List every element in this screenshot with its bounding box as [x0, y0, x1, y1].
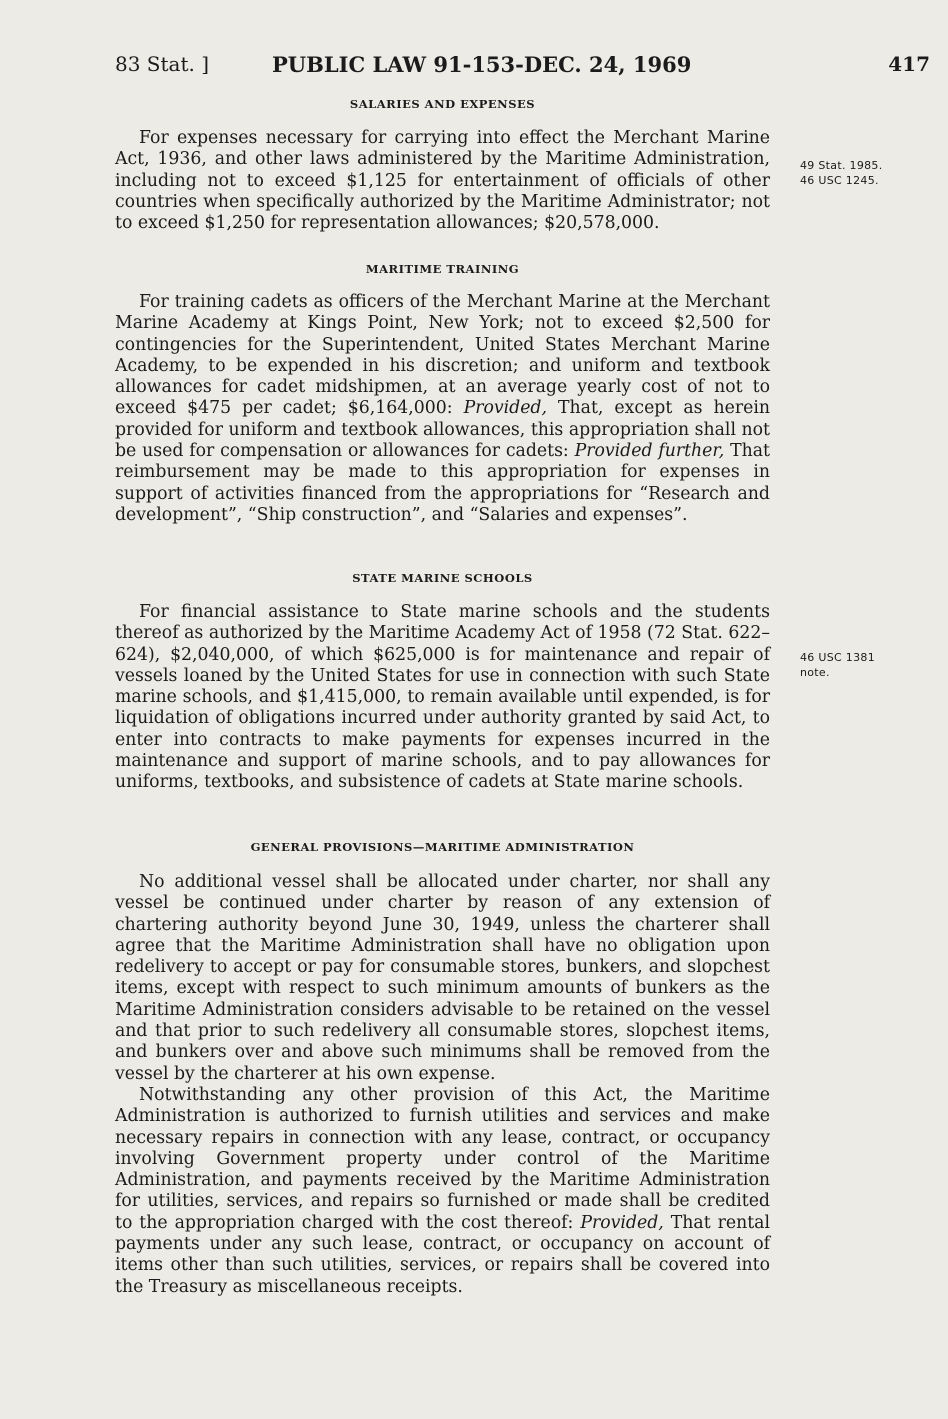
training-text-1: For training cadets as officers of the Merchant Marine at the Merchant Marine Academy at Kings Point, New York; not to exceed $2,500 for contingencies for the Superintendent, United States Merchant Marine Academy, to be expended in his discretion; and uniform and textbook allowances for cadet midshipmen, at an average yearly cost of not to exceed $475 per cadet; $6,164,000: [115, 292, 770, 419]
schools-heading: STATE MARINE SCHOOLS [352, 571, 533, 585]
page-header [115, 52, 930, 86]
general-paragraph-1 [115, 872, 770, 1085]
salaries-paragraph [115, 128, 770, 234]
schools-text: For financial assistance to State marine schools and the students thereof as authorized by the Maritime Academy Act of 1958 (72 Stat. 622–624), $2,040,000, of which $625,000 is for maintenance and repair of vessels loaned by the United States for use in connection with such State marine schools, and $1,415,000, to remain available until expended, is for liquidation of obligations incurred under authority granted by said Act, to enter into contracts to make payments for expenses incurred in the maintenance and support of marine schools, and to pay allowances for uniforms, textbooks, and subsistence of cadets at State marine schools. [115, 602, 770, 793]
training-provided-further: Provided further, [574, 441, 725, 462]
training-provided: Provided, [463, 398, 547, 419]
general-text-1: No additional vessel shall be allocated under charter, nor shall any vessel be continued under charter by reason of any extension of chartering authority beyond June 30, 1949, unless the charterer shall agree that the Maritime Administration shall have no obligation upon redelivery to accept or pay for consumable stores, bunkers, and slopchest items, except with respect to such minimum amounts of bunkers as the Maritime Administration considers advisable to be retained on the vessel and that prior to such redelivery all consumable stores, slopchest items, and bunkers over and above such minimums shall be removed from the vessel by the charterer at his own expense. [115, 872, 770, 1084]
page-number: 417 [888, 52, 930, 76]
margin-note-line: 46 USC 1245. [800, 174, 879, 187]
salaries-text: For expenses necessary for carrying into effect the Merchant Marine Act, 1936, and other laws administered by the Maritime Administration, including not to exceed $1,125 for entertainment of officials of other countries when specifically authorized by the Maritime Administrator; not to exceed $1,250 for representation allowances; $20,578,000. [115, 128, 770, 234]
margin-note-line: 46 USC 1381 [800, 651, 875, 664]
margin-note-salaries [800, 158, 930, 188]
general-provided: Provided, [580, 1212, 664, 1233]
law-title: PUBLIC LAW 91-153-DEC. 24, 1969 [272, 52, 692, 77]
general-text-2a: Notwithstanding any other provision of this Act, the Maritime Administration is authorized to furnish utilities and services and make necessary repairs in connection with any lease, contract, or occupancy involving Government property under control of the Maritime Administration, and payments received by the Maritime Administration for utilities, services, and repairs so furnished or made shall be credited to the appropriation charged with the cost thereof: [115, 1085, 770, 1233]
training-text-3: That reimbursement may be made to this appropriation for expenses in support of activities financed from the appropriations for “Research and development”, “Ship construction”, and “Salaries and expenses”. [115, 441, 770, 525]
margin-note-schools [800, 650, 930, 680]
statute-volume: 83 Stat. ] [115, 52, 210, 76]
salaries-heading: SALARIES AND EXPENSES [349, 97, 536, 111]
training-heading: MARITIME TRAINING [365, 262, 520, 276]
general-text-2b: That rental payments under any such lease, contract, or occupancy on account of items other than such utilities, services, or repairs shall be covered into the Treasury as miscellaneous receipts. [115, 1212, 770, 1297]
training-text-2: That, except as herein provided for uniform and textbook allowances, this appropriation shall not be used for compensation or allowances for cadets: [115, 398, 770, 462]
schools-paragraph [115, 602, 770, 794]
margin-note-line: 49 Stat. 1985. [800, 159, 883, 172]
margin-note-line: note. [800, 666, 830, 679]
general-paragraph-2 [115, 1085, 770, 1298]
training-paragraph [115, 292, 770, 526]
general-provisions-heading: GENERAL PROVISIONS—MARITIME ADMINISTRATION [250, 840, 635, 854]
